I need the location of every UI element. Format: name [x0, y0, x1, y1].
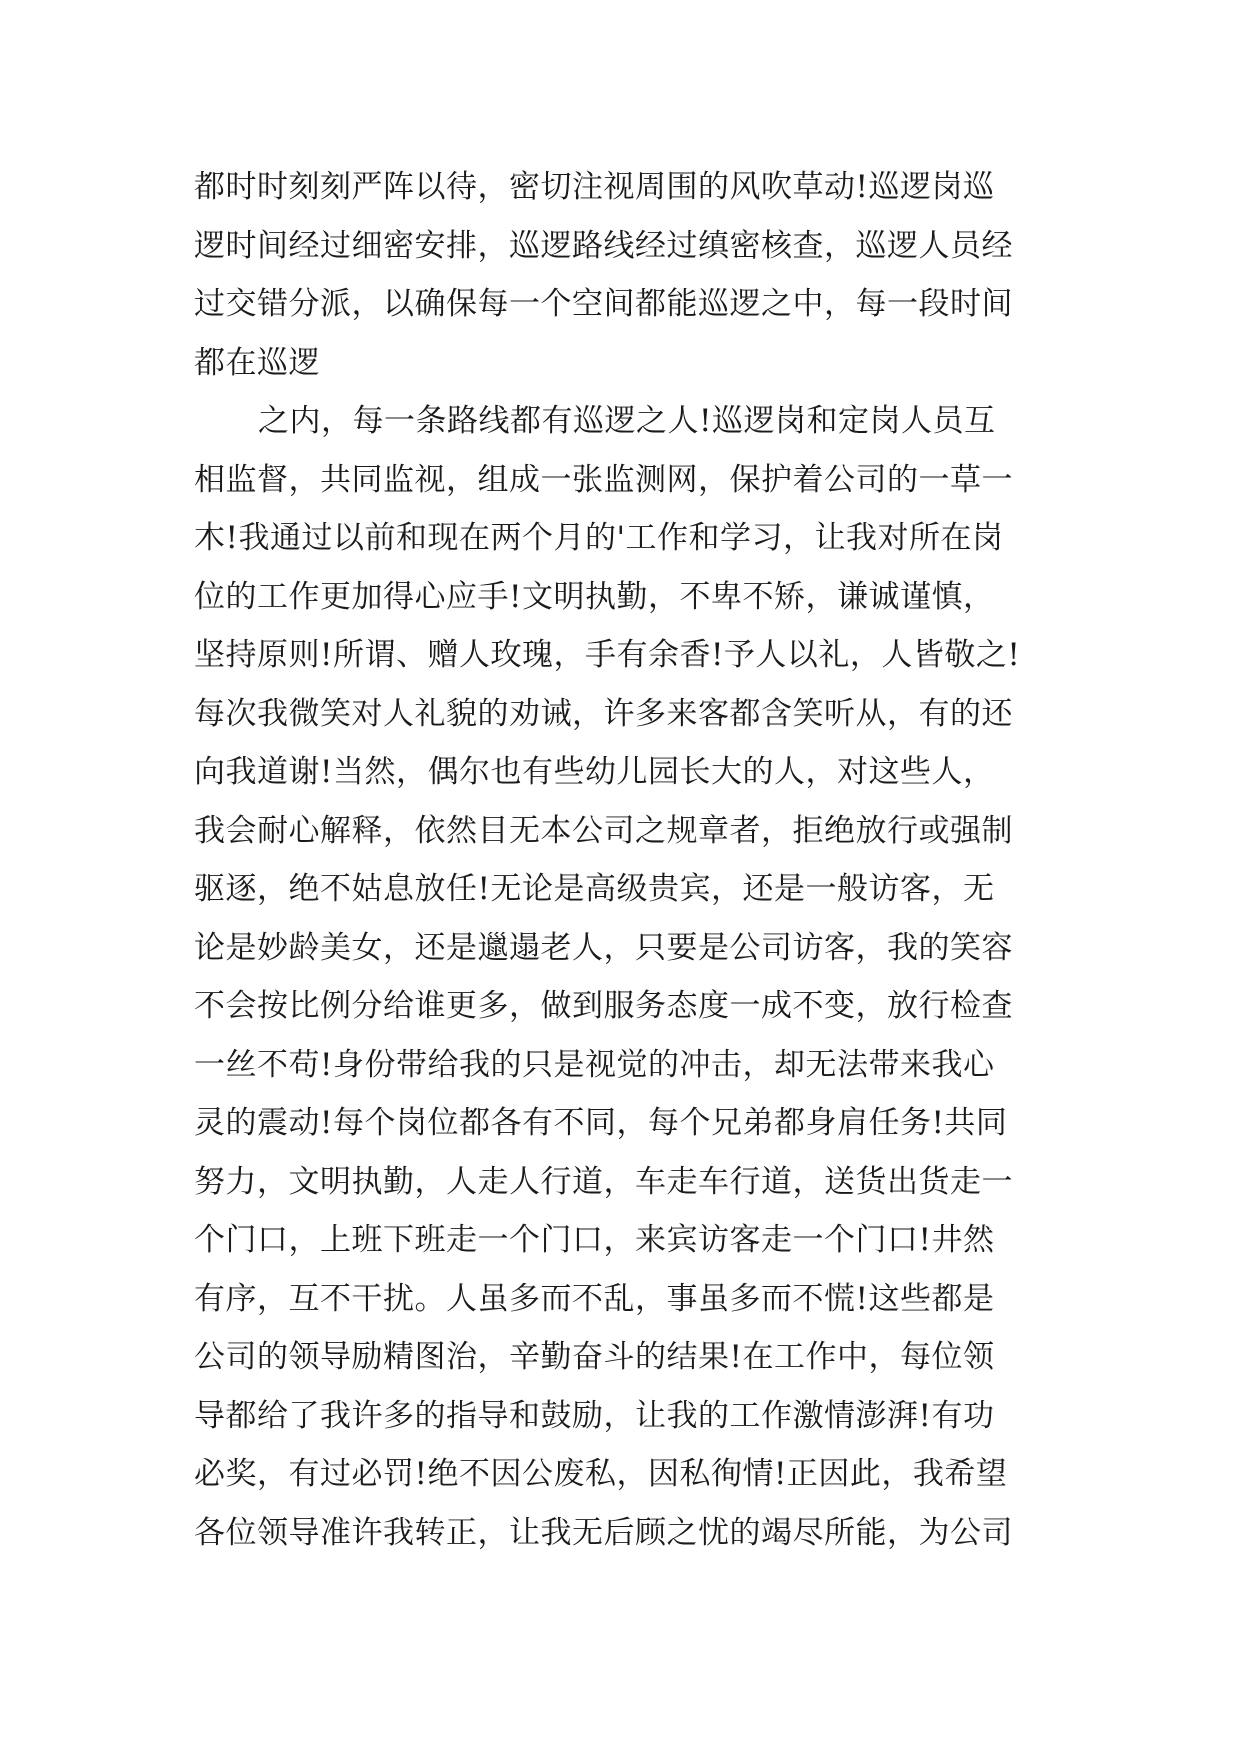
text-line: 努力，文明执勤，人走人行道，车走车行道，送货出货走一 [194, 1163, 1013, 1200]
text-line: 相监督，共同监视，组成一张监测网，保护着公司的一草一 [194, 461, 1013, 498]
text-line: 木!我通过以前和现在两个月的'工作和学习，让我对所在岗 [194, 520, 1004, 556]
text-line: 导都给了我许多的指导和鼓励，让我的工作激情澎湃!有功 [194, 1397, 995, 1434]
text-line: 不会按比例分给谁更多，做到服务态度一成不变，放行检查 [194, 988, 1013, 1024]
text-line: 各位领导准许我转正，让我无后顾之忧的竭尽所能，为公司 [194, 1514, 1013, 1551]
text-line: 公司的领导励精图治，辛勤奋斗的结果!在工作中，每位领 [194, 1339, 995, 1375]
text-line: 驱逐，绝不姑息放任!无论是高级贵宾，还是一般访客，无 [194, 871, 995, 907]
text-line: 灵的震动!每个岗位都各有不同，每个兄弟都身肩任务!共同 [194, 1105, 1008, 1141]
text-line: 坚持原则!所谓、赠人玫瑰，手有余香!予人以礼，人皆敬之! [194, 637, 1021, 673]
text-line: 一丝不苟!身份带给我的只是视觉的冲击，却无法带来我心 [194, 1046, 995, 1083]
text-line: 每次我微笑对人礼貌的劝诫，许多来客都含笑听从，有的还 [194, 695, 1013, 732]
text-line: 论是妙龄美女，还是邋遢老人，只要是公司访客，我的笑容 [194, 929, 1013, 966]
text-line: 位的工作更加得心应手!文明执勤，不卑不矫，谦诚谨慎， [194, 578, 995, 615]
text-line: 都时时刻刻严阵以待，密切注视周围的风吹草动!巡逻岗巡 [194, 169, 995, 205]
text-line: 有序，互不干扰。人虽多而不乱，事虽多而不慌!这些都是 [194, 1280, 995, 1317]
text-line: 过交错分派，以确保每一个空间都能巡逻之中，每一段时间 [194, 286, 1013, 322]
text-line: 我会耐心解释，依然目无本公司之规章者，拒绝放行或强制 [194, 812, 1013, 849]
text-line: 逻时间经过细密安排，巡逻路线经过缜密核查，巡逻人员经 [194, 227, 1013, 264]
text-line: 个门口，上班下班走一个门口，来宾访客走一个门口!井然 [194, 1222, 995, 1258]
text-line: 都在巡逻 [194, 344, 320, 381]
text-line: 必奖，有过必罚!绝不因公废私，因私徇情!正因此，我希望 [194, 1456, 1008, 1492]
body-text [194, 158, 1064, 1562]
text-line: 向我道谢!当然，偶尔也有些幼儿园长大的人，对这些人， [194, 754, 995, 790]
text-line: 之内，每一条路线都有巡逻之人!巡逻岗和定岗人员互 [258, 403, 996, 439]
